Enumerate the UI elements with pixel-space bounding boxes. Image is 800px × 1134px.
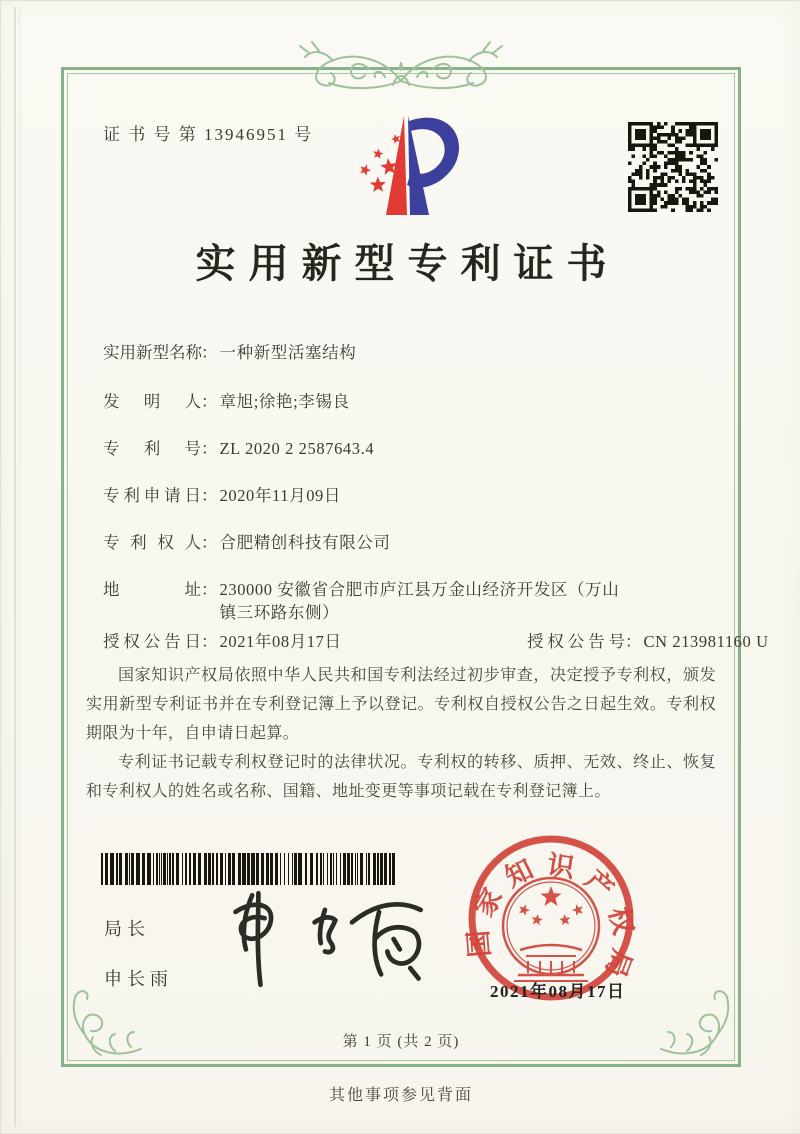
field-value: 一种新型活塞结构 — [219, 343, 357, 362]
field-label: 实用新型名称 — [103, 343, 202, 362]
page-number: 第 1 页 (共 2 页) — [342, 1034, 460, 1050]
seal-date: 2021年08月17日 — [490, 982, 626, 1001]
director-title: 局长 — [104, 919, 150, 939]
field-grant-date — [103, 632, 342, 651]
field-grant-row — [103, 630, 769, 654]
field-colon: ： — [201, 533, 218, 552]
svg-text:国家知识产权局: 国家知识产权局 — [463, 849, 639, 982]
field-patent-number — [103, 437, 374, 461]
field-colon: ： — [201, 392, 218, 411]
legal-paragraph-1: 国家知识产权局依照中华人民共和国专利法经过初步审查，决定授予专利权，颁发实用新型专利证书并在专利登记簿上予以登记。专利权自授权公告之日起生效。专利权期限为十年，自申请日起算。 — [86, 667, 716, 742]
certificate-barcode-icon — [101, 853, 399, 885]
director-signature-icon — [216, 887, 436, 991]
field-colon: ： — [201, 580, 218, 599]
field-value: 230000 安徽省合肥市庐江县万金山经济开发区（万山镇三环路东侧） — [219, 580, 620, 622]
field-label: 专利号 — [103, 439, 201, 458]
field-label: 地址 — [103, 580, 201, 599]
field-label: 专利权人 — [103, 533, 201, 552]
field-colon: ： — [201, 632, 218, 651]
director-block — [104, 915, 173, 991]
field-inventors — [103, 390, 350, 414]
cnipa-patent-logo-icon — [341, 113, 471, 219]
field-colon: ： — [201, 486, 218, 505]
field-value: 章旭;徐艳;李锡良 — [219, 392, 350, 411]
field-filing-date — [103, 484, 341, 508]
back-side-note: 其他事项参见背面 — [328, 1087, 473, 1104]
field-value: ZL 2020 2 2587643.4 — [219, 439, 375, 458]
field-colon: ： — [625, 632, 642, 651]
legal-text — [86, 661, 716, 806]
scan-edge — [19, 7, 20, 1127]
scan-edge — [14, 7, 16, 1127]
field-value: 合肥精创科技有限公司 — [219, 533, 391, 552]
field-value: CN 213981160 U — [643, 632, 769, 651]
field-label: 发明人 — [103, 392, 201, 411]
field-value: 2020年11月09日 — [219, 486, 341, 505]
qr-code-icon — [628, 122, 718, 212]
field-colon: ： — [201, 343, 218, 362]
legal-paragraph-2: 专利证书记载专利权登记时的法律状况。专利权的转移、质押、无效、终止、恢复和专利权人的姓名或名称、国籍、地址变更等事项记载在专利登记簿上。 — [86, 754, 716, 800]
certificate-number: 证 书 号 第 13946951 号 — [103, 125, 314, 144]
director-name: 申长雨 — [104, 969, 173, 989]
field-value: 2021年08月17日 — [219, 632, 342, 651]
field-address — [103, 578, 634, 624]
field-grant-number — [527, 630, 769, 654]
field-utility-model-name — [103, 341, 356, 365]
certificate-title: 实用新型专利证书 — [195, 241, 620, 286]
field-colon: ： — [201, 439, 218, 458]
field-label: 授权公告号 — [527, 632, 625, 651]
field-label: 专利申请日 — [103, 486, 201, 505]
field-label: 授权公告日 — [103, 632, 201, 651]
field-patentee — [103, 531, 391, 555]
